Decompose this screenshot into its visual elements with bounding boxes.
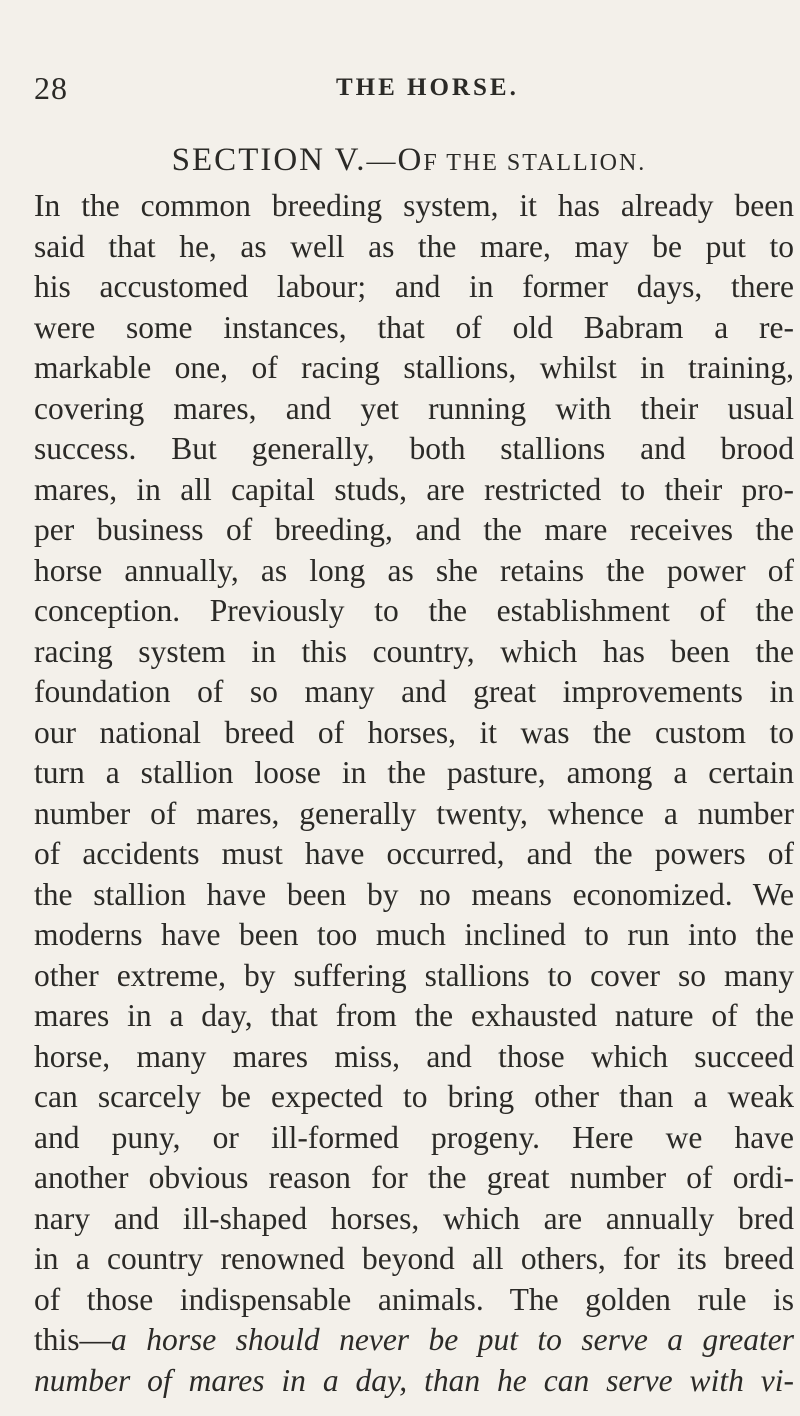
text-line: his accustomed labour; and in former days, there [34,269,794,304]
text-line: moderns have been too much inclined to run into the [34,917,794,952]
text-line: of those indispensable animals. The golden rule is [34,1281,794,1317]
text-line: number of mares, generally twenty, whence a number [34,795,794,831]
section-title-rest: F THE STALLION. [423,150,647,176]
text-line: the stallion have been by no means economized. We [34,876,794,912]
section-number: SECTION V. [171,142,367,178]
section-heading [0,142,800,179]
text-line: another obvious reason for the great number of ordi- [34,1160,794,1195]
text-line: mares in a day, that from the exhausted nature of the [34,998,794,1033]
section-dash: — [366,145,398,177]
text-roman-fragment: this— [34,1322,112,1357]
running-head [0,70,800,110]
text-line: success. But generally, both stallions and brood [34,431,794,466]
text-line: In the common breeding system, it has already been [34,188,794,223]
section-title-initial: O [397,142,424,178]
text-line: foundation of so many and great improvements in [34,674,794,709]
text-line: and puny, or ill-formed progeny. Here we have [34,1119,794,1155]
text-line: can scarcely be expected to bring other than a weak [34,1079,794,1114]
running-title: THE HORSE. [336,74,519,101]
text-line: conception. Previously to the establishment of the [34,593,794,628]
text-italic-fragment: a horse should never be put to serve a greater [111,1322,794,1357]
text-line: covering mares, and yet running with their usual [34,390,794,426]
text-line: markable one, of racing stallions, whilst in training, [34,350,794,385]
text-line: nary and ill-shaped horses, which are annually bred [34,1200,794,1236]
text-line: of accidents must have occurred, and the powers of [34,836,794,871]
text-line-italic: number of mares in a day, than he can serve with vi- [34,1362,794,1398]
body-text [34,186,794,1401]
text-line: per business of breeding, and the mare receives the [34,512,794,547]
page-number: 28 [34,70,68,106]
text-line: racing system in this country, which has been the [34,633,794,669]
text-line: turn a stallion loose in the pasture, among a certain [34,755,794,790]
text-line: in a country renowned beyond all others, for its breed [34,1241,794,1276]
text-line: horse annually, as long as she retains the power of [34,552,794,588]
text-line: other extreme, by suffering stallions to cover so many [34,957,794,993]
text-line: mares, in all capital studs, are restricted to their pro- [34,471,794,507]
text-line: said that he, as well as the mare, may be put to [34,228,794,264]
text-line-mixed [34,1320,794,1361]
text-line: our national breed of horses, it was the custom to [34,714,794,750]
text-line: horse, many mares miss, and those which succeed [34,1038,794,1074]
text-line: were some instances, that of old Babram a re- [34,309,794,345]
